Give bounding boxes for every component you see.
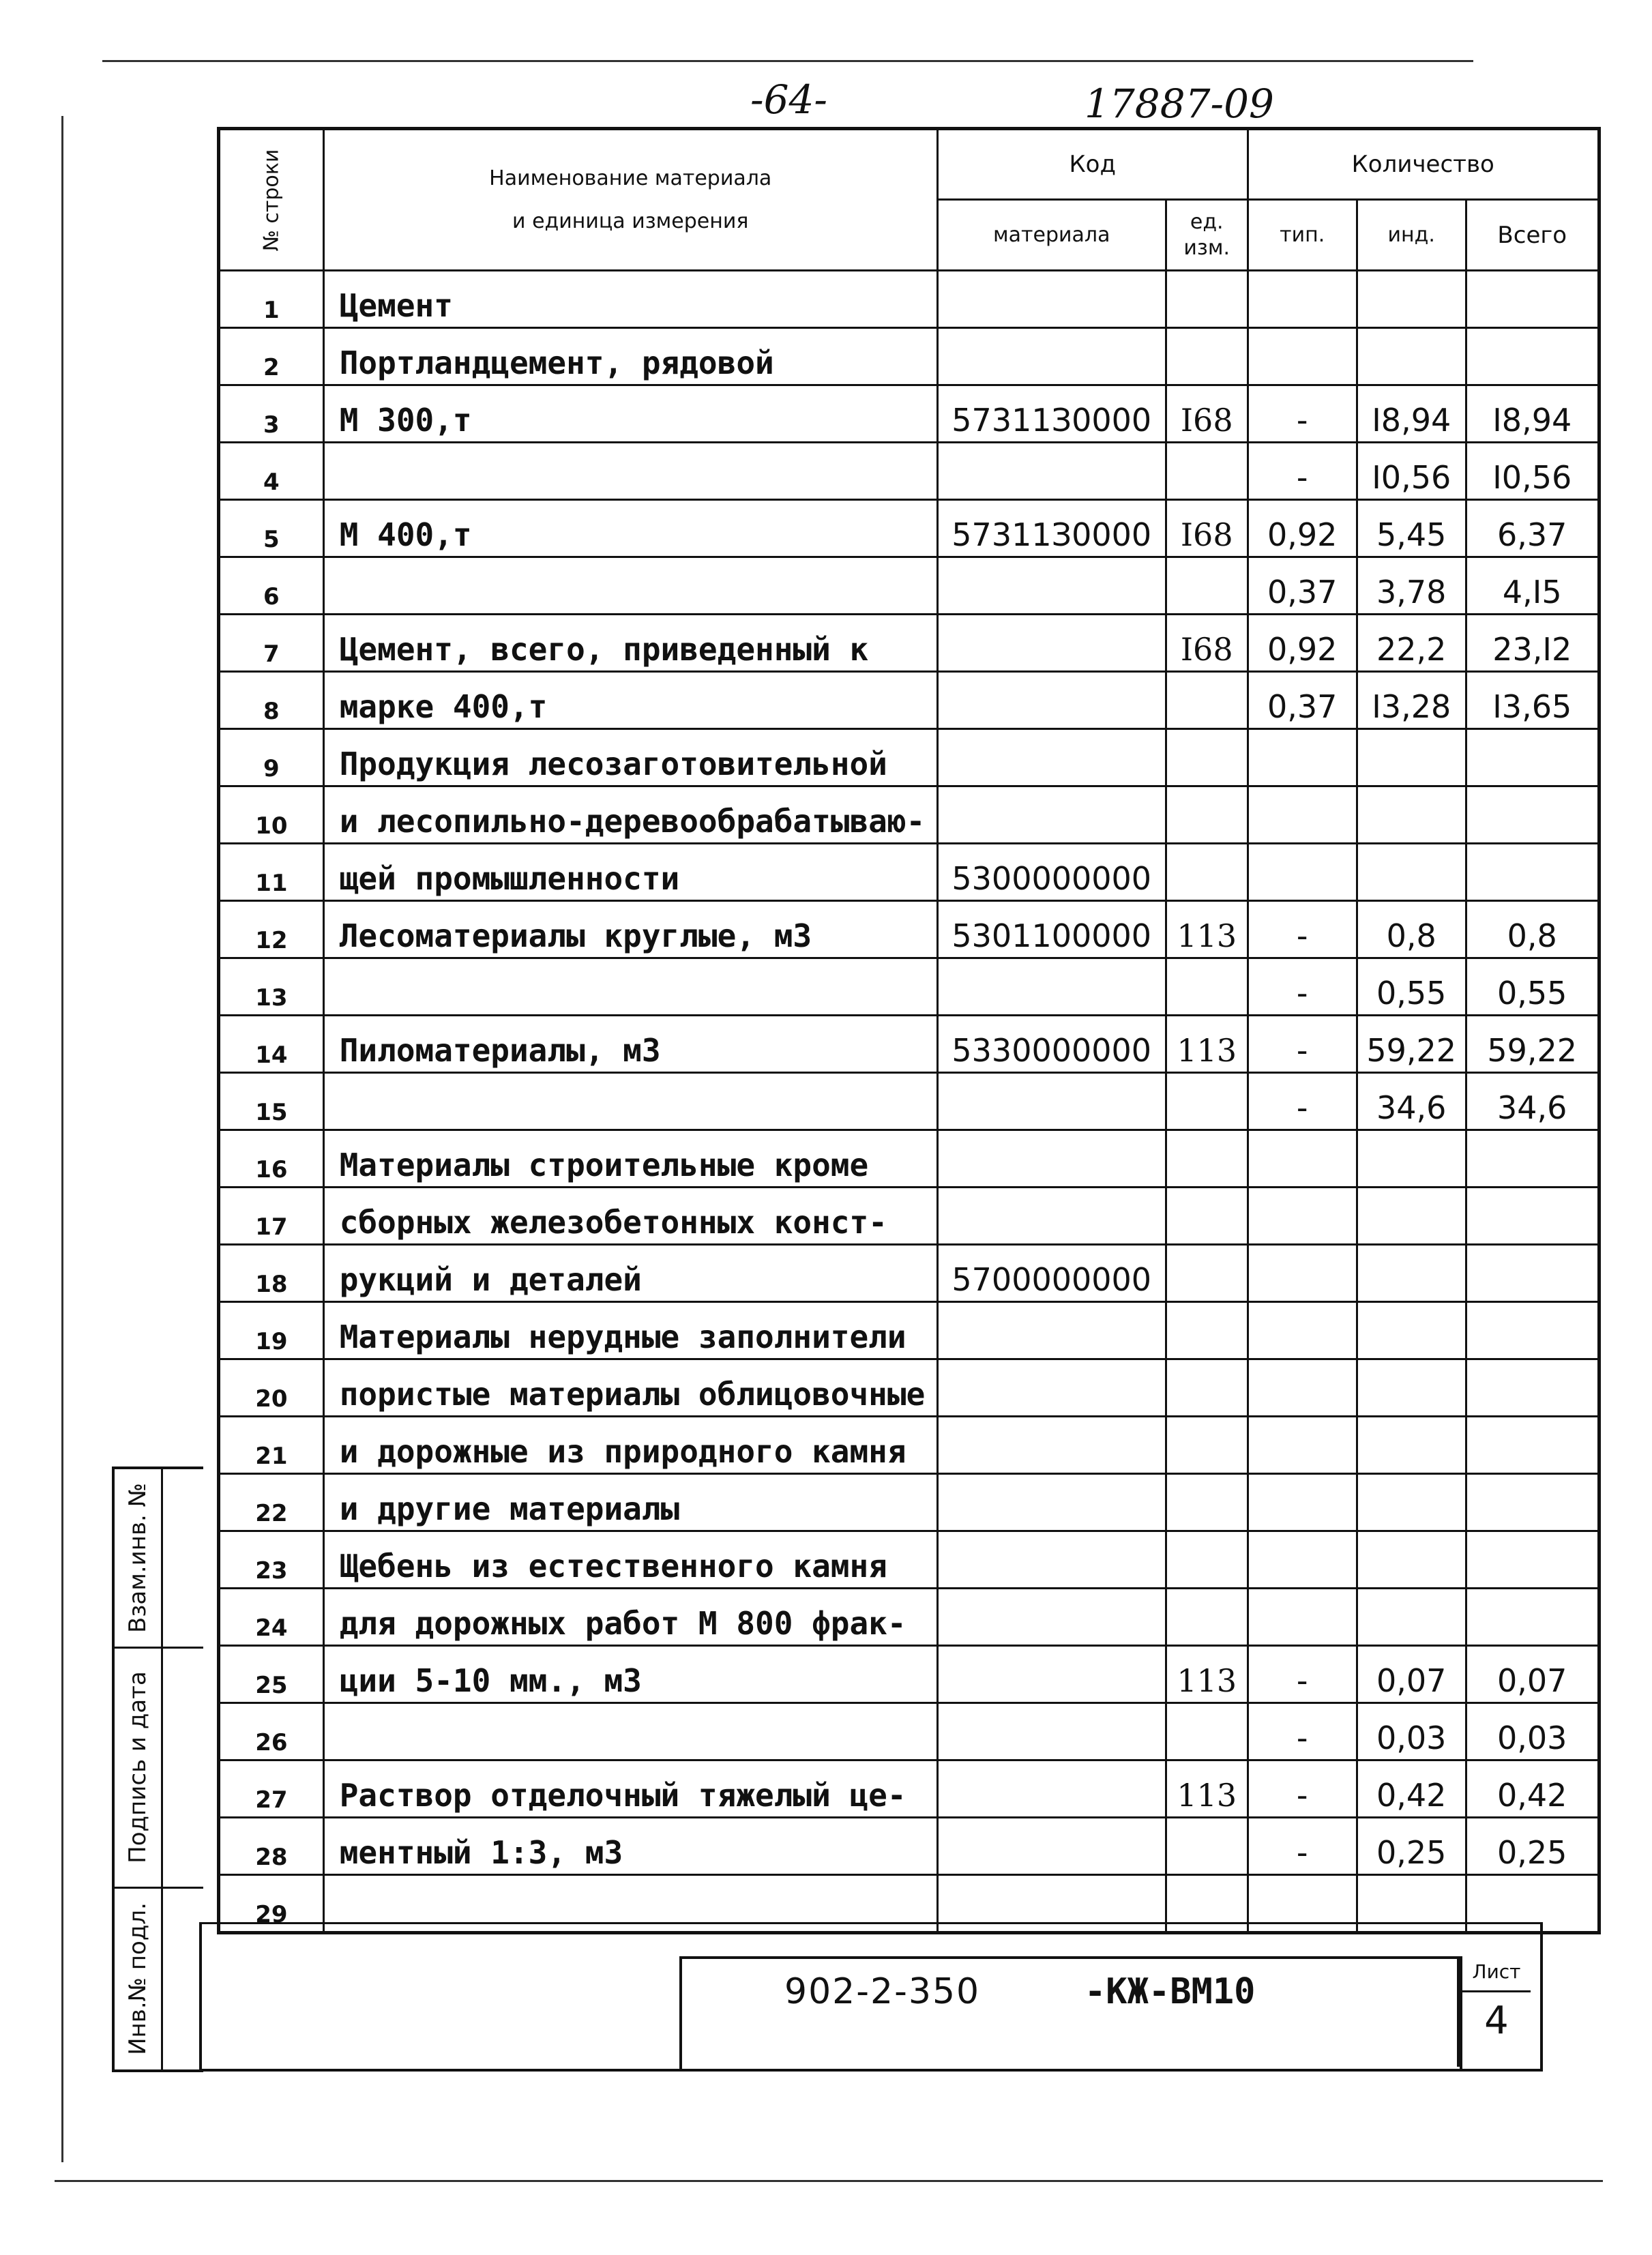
material-name: Материалы нерудные заполнители [323,1302,937,1359]
qty-typ [1248,1589,1357,1646]
material-name: Продукция лесозаготовительной [323,729,937,786]
material-name [323,958,937,1016]
code-group-header: Код [937,129,1248,200]
row-number: 19 [219,1302,324,1359]
qty-ind [1357,1589,1466,1646]
table-row [219,1130,1599,1188]
unit-code: I68 [1166,615,1248,672]
sheet-label: Лист [1462,1960,1531,1992]
qty-typ: - [1248,1073,1357,1130]
qty-typ [1248,1130,1357,1188]
qty-total [1466,729,1599,786]
material-name-header: Наименование материала и единица измерения [323,129,937,271]
unit-code [1166,271,1248,328]
table-row [219,271,1599,328]
qty-ind: 22,2 [1357,615,1466,672]
qty-typ [1248,1417,1357,1474]
qty-ind [1357,844,1466,901]
material-name: Портландцемент, рядовой [323,328,937,385]
material-code [937,1188,1166,1245]
material-code [937,786,1166,844]
left-scan-line [61,116,63,2162]
qty-ind: 0,03 [1357,1703,1466,1760]
stamp-vzam: Взам.инв. № [124,1482,152,1634]
material-name: сборных железобетонных конст- [323,1188,937,1245]
material-code [937,1130,1166,1188]
row-number: 6 [219,557,324,615]
row-number: 28 [219,1818,324,1875]
qty-ind [1357,1188,1466,1245]
qty-ind [1357,1302,1466,1359]
row-number: 16 [219,1130,324,1188]
qty-typ [1248,328,1357,385]
qty-typ-header: тип. [1248,200,1357,271]
row-number: 20 [219,1359,324,1417]
qty-typ [1248,1531,1357,1589]
qty-ind [1357,729,1466,786]
material-code [937,1646,1166,1703]
qty-ind [1357,271,1466,328]
page-mark: -64- [750,76,827,123]
unit-code-header: ед. изм. [1166,200,1248,271]
row-number: 12 [219,901,324,958]
qty-ind: 0,8 [1357,901,1466,958]
materials-table [217,127,1601,1934]
row-number: 2 [219,328,324,385]
row-number: 7 [219,615,324,672]
unit-code [1166,1073,1248,1130]
unit-code [1166,1417,1248,1474]
qty-total [1466,1302,1599,1359]
qty-ind: I0,56 [1357,443,1466,500]
qty-typ: 0,37 [1248,672,1357,729]
qty-ind [1357,1531,1466,1589]
unit-code [1166,1302,1248,1359]
row-number: 26 [219,1703,324,1760]
unit-code [1166,1245,1248,1302]
qty-total [1466,1245,1599,1302]
qty-typ: - [1248,1703,1357,1760]
row-number: 18 [219,1245,324,1302]
unit-code [1166,1130,1248,1188]
qty-ind [1357,1130,1466,1188]
material-name: М 400,т [323,500,937,557]
qty-ind: 59,22 [1357,1016,1466,1073]
qty-total: I3,65 [1466,672,1599,729]
material-code [937,1474,1166,1531]
material-code [937,443,1166,500]
table-row [219,1531,1599,1589]
qty-total [1466,844,1599,901]
row-number: 3 [219,385,324,443]
material-code: 5330000000 [937,1016,1166,1073]
material-code: 5300000000 [937,844,1166,901]
material-code [937,271,1166,328]
material-code [937,328,1166,385]
table-row [219,958,1599,1016]
unit-code [1166,1474,1248,1531]
material-name [323,557,937,615]
table-row [219,500,1599,557]
qty-ind [1357,1245,1466,1302]
table-row [219,1073,1599,1130]
material-code [937,1359,1166,1417]
row-number: 1 [219,271,324,328]
qty-ind [1357,1359,1466,1417]
unit-code [1166,443,1248,500]
material-name [323,1073,937,1130]
qty-typ [1248,786,1357,844]
row-number: 23 [219,1531,324,1589]
material-name: Материалы строительные кроме [323,1130,937,1188]
row-number: 14 [219,1016,324,1073]
row-number: 27 [219,1760,324,1818]
qty-total [1466,1531,1599,1589]
qty-total: 6,37 [1466,500,1599,557]
unit-code [1166,672,1248,729]
qty-total: 0,25 [1466,1818,1599,1875]
qty-typ [1248,271,1357,328]
sheet-number: 4 [1484,1999,1509,2043]
unit-code: I68 [1166,385,1248,443]
bottom-scan-line [55,2180,1603,2182]
material-code [937,1531,1166,1589]
qty-total [1466,271,1599,328]
qty-ind: I3,28 [1357,672,1466,729]
material-code: 5700000000 [937,1245,1166,1302]
qty-total: 59,22 [1466,1016,1599,1073]
material-code [937,672,1166,729]
qty-typ: - [1248,1818,1357,1875]
table-row [219,1589,1599,1646]
qty-typ: - [1248,385,1357,443]
table-row [219,385,1599,443]
qty-typ: - [1248,1760,1357,1818]
material-code [937,1417,1166,1474]
material-name: и лесопильно-деревообрабатываю- [323,786,937,844]
material-name: Пиломатериалы, м3 [323,1016,937,1073]
qty-ind [1357,328,1466,385]
qty-typ: - [1248,958,1357,1016]
unit-code [1166,729,1248,786]
table-row [219,1417,1599,1474]
qty-ind: 0,25 [1357,1818,1466,1875]
document-code: 902-2-350 [784,1971,981,2012]
qty-ind: 5,45 [1357,500,1466,557]
qty-total [1466,786,1599,844]
row-number: 5 [219,500,324,557]
material-name: щей промышленности [323,844,937,901]
unit-code [1166,958,1248,1016]
material-name: ции 5-10 мм., м3 [323,1646,937,1703]
material-name: рукций и деталей [323,1245,937,1302]
table-row [219,1302,1599,1359]
row-number: 9 [219,729,324,786]
table-row [219,1245,1599,1302]
material-name: Лесоматериалы круглые, м3 [323,901,937,958]
qty-typ [1248,1359,1357,1417]
qty-total [1466,1417,1599,1474]
unit-code [1166,1818,1248,1875]
row-number: 24 [219,1589,324,1646]
qty-ind [1357,786,1466,844]
qty-ind: 0,42 [1357,1760,1466,1818]
material-code [937,729,1166,786]
stamp-signature-date: Подпись и дата [124,1671,152,1863]
table-row [219,443,1599,500]
unit-code: 113 [1166,1016,1248,1073]
material-code [937,557,1166,615]
table-row [219,615,1599,672]
row-number: 25 [219,1646,324,1703]
unit-code: 113 [1166,1646,1248,1703]
material-code: 57311З0000 [937,500,1166,557]
table-row [219,1760,1599,1818]
material-name: пористые материалы облицовочные [323,1359,937,1417]
qty-ind: 3,78 [1357,557,1466,615]
material-name [323,1703,937,1760]
material-name [323,443,937,500]
table-row [219,1818,1599,1875]
qty-total-header: Всего [1466,200,1599,271]
qty-total [1466,1589,1599,1646]
table-row [219,1474,1599,1531]
qty-total [1466,1474,1599,1531]
material-name: Щебень из естественного камня [323,1531,937,1589]
qty-typ [1248,729,1357,786]
material-code [937,1703,1166,1760]
qty-total: 0,42 [1466,1760,1599,1818]
material-code [937,958,1166,1016]
qty-typ [1248,1302,1357,1359]
unit-code [1166,786,1248,844]
table-row [219,1703,1599,1760]
unit-code: I68 [1166,500,1248,557]
qty-ind: 34,6 [1357,1073,1466,1130]
row-number-header: № строки [219,129,324,271]
qty-typ: - [1248,1646,1357,1703]
material-name: Цемент, всего, приведенный к [323,615,937,672]
top-scan-line [102,60,1473,62]
qty-typ: 0,37 [1248,557,1357,615]
qty-total [1466,1188,1599,1245]
qty-total [1466,1130,1599,1188]
material-code [937,615,1166,672]
row-number: 21 [219,1417,324,1474]
unit-code [1166,557,1248,615]
material-name: для дорожных работ М 800 фрак- [323,1589,937,1646]
qty-total: 0,07 [1466,1646,1599,1703]
row-number: 17 [219,1188,324,1245]
qty-ind [1357,1417,1466,1474]
material-name: и дорожные из природного камня [323,1417,937,1474]
qty-ind: 0,55 [1357,958,1466,1016]
stamp-inventory: Инв.№ подл. [124,1902,152,2055]
unit-code [1166,1589,1248,1646]
row-number: 4 [219,443,324,500]
qty-typ: - [1248,443,1357,500]
qty-typ [1248,1474,1357,1531]
material-name: марке 400,т [323,672,937,729]
table-row [219,729,1599,786]
material-name: М 300,т [323,385,937,443]
unit-code: 113 [1166,901,1248,958]
qty-typ: 0,92 [1248,500,1357,557]
material-name: Раствор отделочный тяжелый це- [323,1760,937,1818]
material-name: Цемент [323,271,937,328]
qty-total [1466,1359,1599,1417]
row-number: 22 [219,1474,324,1531]
qty-total [1466,328,1599,385]
unit-code: 113 [1166,1760,1248,1818]
table-row [219,1646,1599,1703]
doc-number: 17887-09 [1085,80,1274,127]
qty-total: 0,8 [1466,901,1599,958]
qty-typ [1248,1245,1357,1302]
row-number: 8 [219,672,324,729]
quantity-group-header: Количество [1248,129,1599,200]
table-row [219,1188,1599,1245]
material-code [937,1589,1166,1646]
table-row [219,786,1599,844]
material-code [937,1818,1166,1875]
qty-ind [1357,1474,1466,1531]
row-number: 13 [219,958,324,1016]
qty-ind-header: инд. [1357,200,1466,271]
material-code: 57311З0000 [937,385,1166,443]
table-row [219,672,1599,729]
unit-code [1166,1531,1248,1589]
material-name: ментный 1:3, м3 [323,1818,937,1875]
qty-total: I8,94 [1466,385,1599,443]
qty-ind: 0,07 [1357,1646,1466,1703]
table-row [219,557,1599,615]
table-row [219,901,1599,958]
qty-total: 0,55 [1466,958,1599,1016]
material-code [937,1760,1166,1818]
material-code [937,1302,1166,1359]
unit-code [1166,328,1248,385]
table-row [219,1359,1599,1417]
material-code-header: материала [937,200,1166,271]
table-row [219,1016,1599,1073]
row-number: 11 [219,844,324,901]
qty-total: 0,03 [1466,1703,1599,1760]
qty-ind: I8,94 [1357,385,1466,443]
qty-typ [1248,1188,1357,1245]
qty-typ: - [1248,901,1357,958]
row-number: 29 [219,1875,324,1933]
qty-typ [1248,844,1357,901]
unit-code [1166,844,1248,901]
material-name: и другие материалы [323,1474,937,1531]
qty-total: 23,I2 [1466,615,1599,672]
qty-total: 34,6 [1466,1073,1599,1130]
material-code [937,1073,1166,1130]
qty-total: 4,I5 [1466,557,1599,615]
document-code-suffix: -КЖ-ВМ10 [1085,1971,1256,2012]
material-code: 5301100000 [937,901,1166,958]
row-number: 15 [219,1073,324,1130]
row-number: 10 [219,786,324,844]
qty-typ: - [1248,1016,1357,1073]
qty-total: I0,56 [1466,443,1599,500]
unit-code [1166,1359,1248,1417]
side-stamp [112,1467,203,2072]
unit-code [1166,1188,1248,1245]
unit-code [1166,1703,1248,1760]
table-row [219,844,1599,901]
qty-typ: 0,92 [1248,615,1357,672]
table-row [219,328,1599,385]
